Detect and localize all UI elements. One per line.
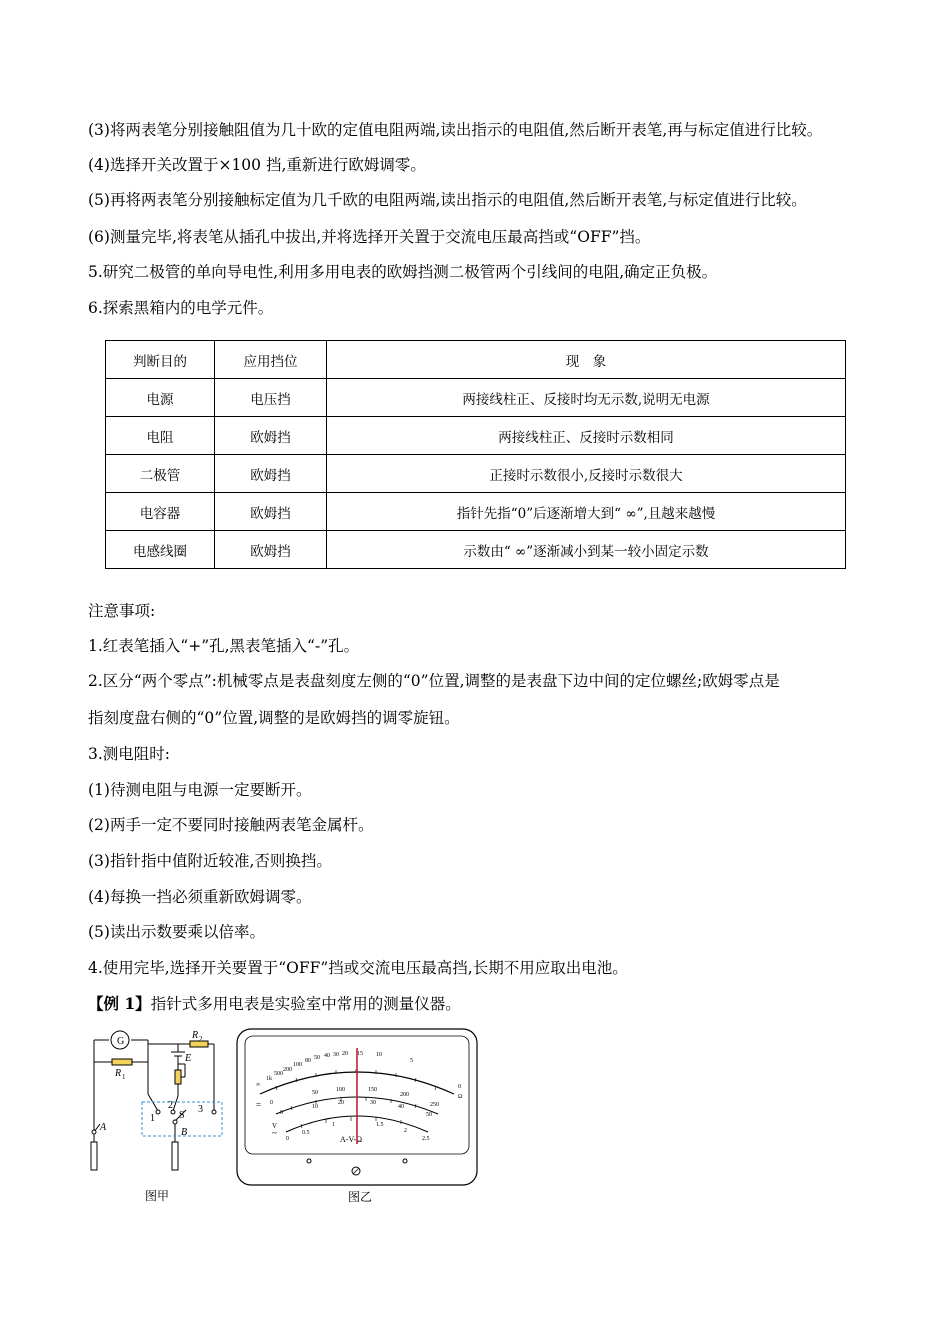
note-item: 4.使用完毕,选择开关要置于“OFF”挡或交流电压最高挡,长期不用应取出电池。	[88, 959, 628, 977]
scale-label: 150	[368, 1087, 377, 1093]
scale-label: 0	[458, 1084, 461, 1090]
table-cell: 欧姆挡	[215, 531, 327, 569]
label-r2: R	[192, 1030, 199, 1041]
scale-label: 50	[314, 1055, 320, 1061]
scale-label: 0	[280, 1110, 283, 1116]
table-row	[106, 531, 846, 569]
scale-label: 10	[376, 1052, 382, 1058]
text-section-5: 5.研究二极管的单向导电性,利用多用电表的欧姆挡测二极管两个引线间的电阻,确定正负极。	[88, 263, 718, 281]
probe-a-icon	[91, 1142, 97, 1170]
table-header: 应用挡位	[215, 341, 327, 379]
table-row	[106, 417, 846, 455]
note-item: (4)每换一挡必须重新欧姆调零。	[88, 888, 312, 906]
label-r1-sub: 1	[122, 1073, 126, 1081]
scale-label: 100	[293, 1062, 302, 1068]
screw-icon	[403, 1159, 407, 1163]
scale-label: 30	[333, 1052, 339, 1058]
note-item: 1.红表笔插入“+”孔,黑表笔插入“-”孔。	[88, 637, 360, 655]
scale-label: 15	[357, 1051, 363, 1057]
table-cell: 欧姆挡	[215, 417, 327, 455]
scale-label: 0.5	[302, 1130, 310, 1136]
label-g: G	[117, 1036, 125, 1047]
scale-label: 50	[426, 1112, 432, 1118]
text-item-4: (4)选择开关改置于×100 挡,重新进行欧姆调零。	[88, 156, 426, 174]
table-cell: 指针先指“0”后逐渐增大到“ ∞”,且越来越慢	[327, 493, 846, 531]
avo-label: A-V-Ω	[340, 1135, 363, 1144]
omega-unit: Ω	[458, 1094, 463, 1100]
table-cell: 欧姆挡	[215, 455, 327, 493]
scale-label: 200	[283, 1067, 292, 1073]
label-1: 1	[150, 1113, 155, 1124]
note-item: (5)读出示数要乘以倍率。	[88, 923, 265, 941]
label-r1: R	[115, 1068, 122, 1079]
screw-icon	[307, 1159, 311, 1163]
note-item: 2.区分“两个零点”:机械零点是表盘刻度左侧的“0”位置,调整的是表盘下边中间的定位螺丝;欧姆零点是	[88, 672, 780, 690]
scale-label: 2.5	[422, 1136, 430, 1142]
scale-label: 0	[270, 1100, 273, 1106]
label-s: S	[179, 1110, 185, 1121]
text-item-5: (5)再将两表笔分别接触标定值为几千欧的电阻两端,读出指示的电阻值,然后断开表笔,与标定值进行比较。	[88, 191, 807, 209]
table-cell: 正接时示数很小,反接时示数很大	[327, 455, 846, 493]
figure-yi-caption: 图乙	[348, 1190, 373, 1204]
example-text: 指针式多用电表是实验室中常用的测量仪器。	[150, 995, 461, 1013]
note-item: (3)指针指中值附近较准,否则换挡。	[88, 852, 332, 870]
table-cell: 电容器	[106, 493, 215, 531]
table-header: 现 象	[327, 341, 846, 379]
scale-label: 1	[332, 1122, 335, 1128]
scale-label: 80	[305, 1058, 311, 1064]
table-cell: 电压挡	[215, 379, 327, 417]
note-item: (1)待测电阻与电源一定要断开。	[88, 781, 312, 799]
table-cell: 二极管	[106, 455, 215, 493]
scale-label: 5	[410, 1058, 413, 1064]
scale-label: 20	[342, 1051, 348, 1057]
note-item: 指刻度盘右侧的“0”位置,调整的是欧姆挡的调零旋钮。	[88, 709, 460, 727]
scale-label: 0	[286, 1136, 289, 1142]
text-item-3: (3)将两表笔分别接触阻值为几十欧的定值电阻两端,读出指示的电阻值,然后断开表笔,再与标定值进行比较。	[88, 121, 823, 139]
figure-jia-caption: 图甲	[145, 1189, 170, 1203]
table-row	[106, 493, 846, 531]
probe-b-icon	[172, 1142, 178, 1170]
table-cell: 两接线柱正、反接时均无示数,说明无电源	[327, 379, 846, 417]
label-2: 2	[168, 1100, 173, 1111]
table-header: 判断目的	[106, 341, 215, 379]
notes-heading: 注意事项:	[88, 602, 156, 620]
scale-label: ∞	[256, 1082, 261, 1088]
scale-label: 2	[404, 1128, 407, 1134]
table-cell: 欧姆挡	[215, 493, 327, 531]
table-cell: 电源	[106, 379, 215, 417]
ac-symbol: ~	[272, 1128, 277, 1138]
table-row	[106, 455, 846, 493]
label-3: 3	[198, 1104, 203, 1115]
text-item-6: (6)测量完毕,将表笔从插孔中拔出,并将选择开关置于交流电压最高挡或“OFF”挡。	[88, 228, 651, 246]
circuit-diagram	[82, 1024, 232, 1184]
scale-label: 250	[430, 1102, 439, 1108]
example-line	[88, 992, 461, 1014]
scale-label: 1.5	[376, 1122, 384, 1128]
table-cell: 示数由“ ∞”逐渐减小到某一较小固定示数	[327, 531, 846, 569]
scale-label: 30	[370, 1100, 376, 1106]
scale-label: 10	[312, 1104, 318, 1110]
label-r2-sub: 2	[199, 1035, 203, 1043]
scale-label: 200	[400, 1092, 409, 1098]
label-a: A	[100, 1122, 107, 1133]
table-cell: 两接线柱正、反接时示数相同	[327, 417, 846, 455]
multimeter-dial	[236, 1028, 478, 1186]
table-header-row	[106, 341, 846, 379]
volt-unit: V	[272, 1122, 278, 1130]
table-cell: 电阻	[106, 417, 215, 455]
scale-label: 500	[274, 1071, 283, 1077]
scale-label: 1k	[266, 1076, 272, 1082]
blackbox-table	[105, 340, 846, 569]
note-item: 3.测电阻时:	[88, 745, 171, 763]
scale-label: 50	[312, 1090, 318, 1096]
text-section-6: 6.探索黑箱内的电学元件。	[88, 299, 274, 317]
label-b: B	[181, 1127, 188, 1138]
table-row	[106, 379, 846, 417]
scale-label: 40	[324, 1053, 330, 1059]
scale-label: 20	[338, 1100, 344, 1106]
dc-symbol: =	[256, 1100, 262, 1110]
example-tag: 【例 1】	[88, 994, 151, 1013]
scale-label: 100	[336, 1087, 345, 1093]
table-cell: 电感线圈	[106, 531, 215, 569]
scale-label: 40	[398, 1104, 404, 1110]
note-item: (2)两手一定不要同时接触两表笔金属杆。	[88, 816, 374, 834]
label-e: E	[185, 1053, 192, 1064]
